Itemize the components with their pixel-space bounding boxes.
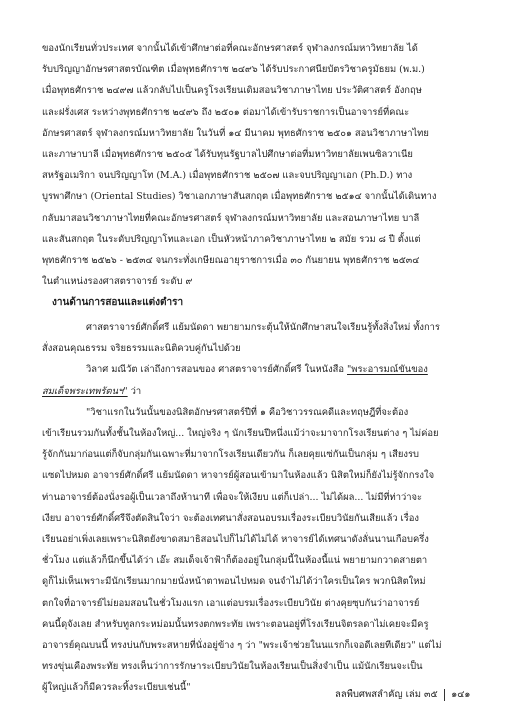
quote-line: แซดไปหมด อาจารย์ศักดิ์ศรี แย้มนัดดา หาจารย์ผู้สอนเข้ามาในห้องแล้ว นิสิตใหม่ก็ยังไม่รู้จักกรงใจ [42,470,435,482]
quote-line: ชั่วโมง แต่แล้วก็นึกขึ้นได้ว่า เอ๊ะ สมเด็จเจ้าฟ้าก็ต้องอยู่ในกลุ่มนี้ในห้องนี้แน่ พยายามกวาดสายตา [42,555,428,567]
page-footer [335,688,495,702]
book-title-part1: "พระอารมณ์ขันของ [347,364,428,376]
text-line: ศาสตราจารย์ศักดิ์ศรี แย้มนัดดา พยายามกระตุ้นให้นักศึกษาสนใจเรียนรู้ทั้งสิ่งใหม่ ทั้งการ [86,322,440,333]
page-number: ๑๔๑ [451,689,471,700]
text-line: ในตำแหน่งรองศาสตราจารย์ ระดับ ๙ [42,276,193,288]
quote-line: เรียนอย่าเพิ่งเลยเพราะนิสิตยังขาดสมาธิสอนไปก็ไม่ได้ไม่ได้ หาจารย์ได้เทศนาดังลั่นนานเกือบครึ่ง [42,534,429,546]
quote-line: ท่านอาจารย์ต้องนั่งรอผู้เป็นเวลาถึงห้านาที เพื่อจะให้เงียบ แต่ก็เปล่า... ไม่ได้ผล... ไม่มีที่ท่าว่าจะ [42,491,423,503]
citation-suffix: ว่า [127,385,142,397]
text-line: รับปริญญาอักษรศาสตรบัณฑิต เมื่อพุทธศักราช ๒๔๙๖ ได้รับประกาศนียบัตรวิชาครูมัธยม (พ.ม.) [42,64,425,76]
quote-line: "วิชาแรกในวันนั้นของนิสิตอักษรศาสตร์ปีที่ ๑ คือวิชาวรรณคดีและทฤษฎีที่จะต้อง [86,406,409,418]
quote-line: คนนี้ดุจังเลย สำหรับทูลกระหม่อมนั้นทรงตกพระทัย เพราะตอนอยู่ที่โรงเรียนจิตรลดาไม่เคยจะมีครู [42,618,429,630]
teaching-section [42,317,470,699]
journal-title: ลลพืบศพสลำคัญ เล่ม ๓๕ [335,689,438,700]
text-line: พุทธศักราช ๒๕๒๖ - ๒๕๓๔ จนกระทั่งเกษียณอายุราชการเมื่อ ๓๐ กันยายน พุทธศักราช ๒๕๓๔ [42,255,420,267]
text-line: และฝรั่งเศส ระหว่างพุทธศักราช ๒๔๙๖ ถึง ๒๕๐๑ ต่อมาได้เข้ารับราชการเป็นอาจารย์ที่คณะ [42,106,410,118]
footer-divider [444,689,446,701]
quote-line: ผู้ใหญ่แล้วก็มีควรละทิ้งระเบียบเช่นนี้" [42,682,191,694]
section-heading: งานด้านการสอนและแต่งตำรา [52,297,184,308]
quote-line: เงียบ อาจารย์ศักดิ์ศรีจึงตัดสินใจว่า จะต้องเทศนาสั่งสอนอบรมเรื่องระเบียบวินัยกันเสียแล้ว เรื่อง [42,512,420,524]
text-line: ของนักเรียนทั่วประเทศ จากนั้นได้เข้าศึกษาต่อที่คณะอักษรศาสตร์ จุฬาลงกรณ์มหาวิทยาลัย ได้ [42,43,418,54]
quote-line: รู้จักกันมาก่อนแต่ก็จับกลุ่มกันเฉพาะที่มาจากโรงเรียนเดียวกัน ก็เลยคุยแซ่กันเป็นกลุ่ม ๆ เสียงรบ [42,449,419,461]
text-line: และสันสกฤต ในระดับปริญญาโทและเอก เป็นหัวหน้าภาควิชาภาษาไทย ๒ สมัย รวม ๘ ปี ตั้งแต่ [42,233,421,245]
text-line: สั่งสอนคุณธรรม จริยธรรมและนิติควบคู่กันไปด้วย [42,343,241,355]
text-line: บูรพาศึกษา (Oriental Studies) วิชาเอกภาษาสันสกฤต เมื่อพุทธศักราช ๒๕๑๔ จากนั้นได้เดินทาง [42,191,437,203]
citation-text: วิลาศ มณีวัต เล่าถึงการสอนของ ศาสตราจารย์ศักดิ์ศรี ในหนังสือ [86,364,345,376]
biography-paragraph [42,38,470,292]
text-line: สหรัฐอเมริกา จนปริญญาโท (M.A.) เมื่อพุทธศักราช ๒๕๐๗ และจบปริญญาเอก (Ph.D.) ทาง [42,170,413,182]
text-line: อักษรศาสตร์ จุฬาลงกรณ์มหาวิทยาลัย ในวันที่ ๑๔ มีนาคม พุทธศักราช ๒๕๐๑ สอนวิชาภาษาไทย [42,127,429,139]
citation-line [42,359,470,380]
quote-line: ทรงขุ่นเคืองพระทัย ทรงเห็นว่าการรักษาระเบียบวินัยในห้องเรียนเป็นสิ่งจำเป็น แม้นักเรียนจะเป็น [42,661,423,673]
text-line: กลับมาสอนวิชาภาษาไทยที่คณะอักษรศาสตร์ จุฬาลงกรณ์มหาวิทยาลัย และสอนภาษาไทย บาลี [42,212,420,224]
quote-line: ตกใจที่อาจารย์ไม่ยอมสอนในชั่วโมงแรก เอาแต่อบรมเรื่องระเบียบวินัย ต่างคุยซุบกันว่าอาจารย์ [42,597,420,609]
quote-line: อาจารย์คุณบนนี้ ทรงบ่นกับพระสหายที่นั่งอยู่ข้าง ๆ ว่า "พระเจ้าช่วยในนแรกก็เจอดีเลยทีเดียว" แต่ไม่ [42,640,442,652]
citation-line [42,381,470,402]
book-title-part2: สมเด็จพระเทพรัตนฯ" [42,385,128,397]
text-line: และภาษาบาลี เมื่อพุทธศักราช ๒๕๐๕ ได้รับทุนรัฐบาลไปศึกษาต่อที่มหาวิทยาลัยเพนซิลวาเนีย [42,149,413,161]
quote-line: เข้าเรียนรวมกันทั้งชั้นในห้องใหญ่... ใหญ่จริง ๆ นักเรียนปีหนึ่งแม้ว่าจะมาจากโรงเรียนต่าง ๆ ไม่ค่อย [42,428,439,440]
text-line: เมื่อพุทธศักราช ๒๔๙๗ แล้วกลับไปเป็นครูโรงเรียนเดิมสอนวิชาภาษาไทย ประวัติศาสตร์ อังกฤษ [42,85,422,97]
quote-line: ดูก็ไม่เห็นเพราะมีนักเรียนมากมายนั่งหน้าตาพอนไปหมด จนจำไม่ได้ว่าใครเป็นใคร พวกนิสิตใหม่ [42,576,426,588]
